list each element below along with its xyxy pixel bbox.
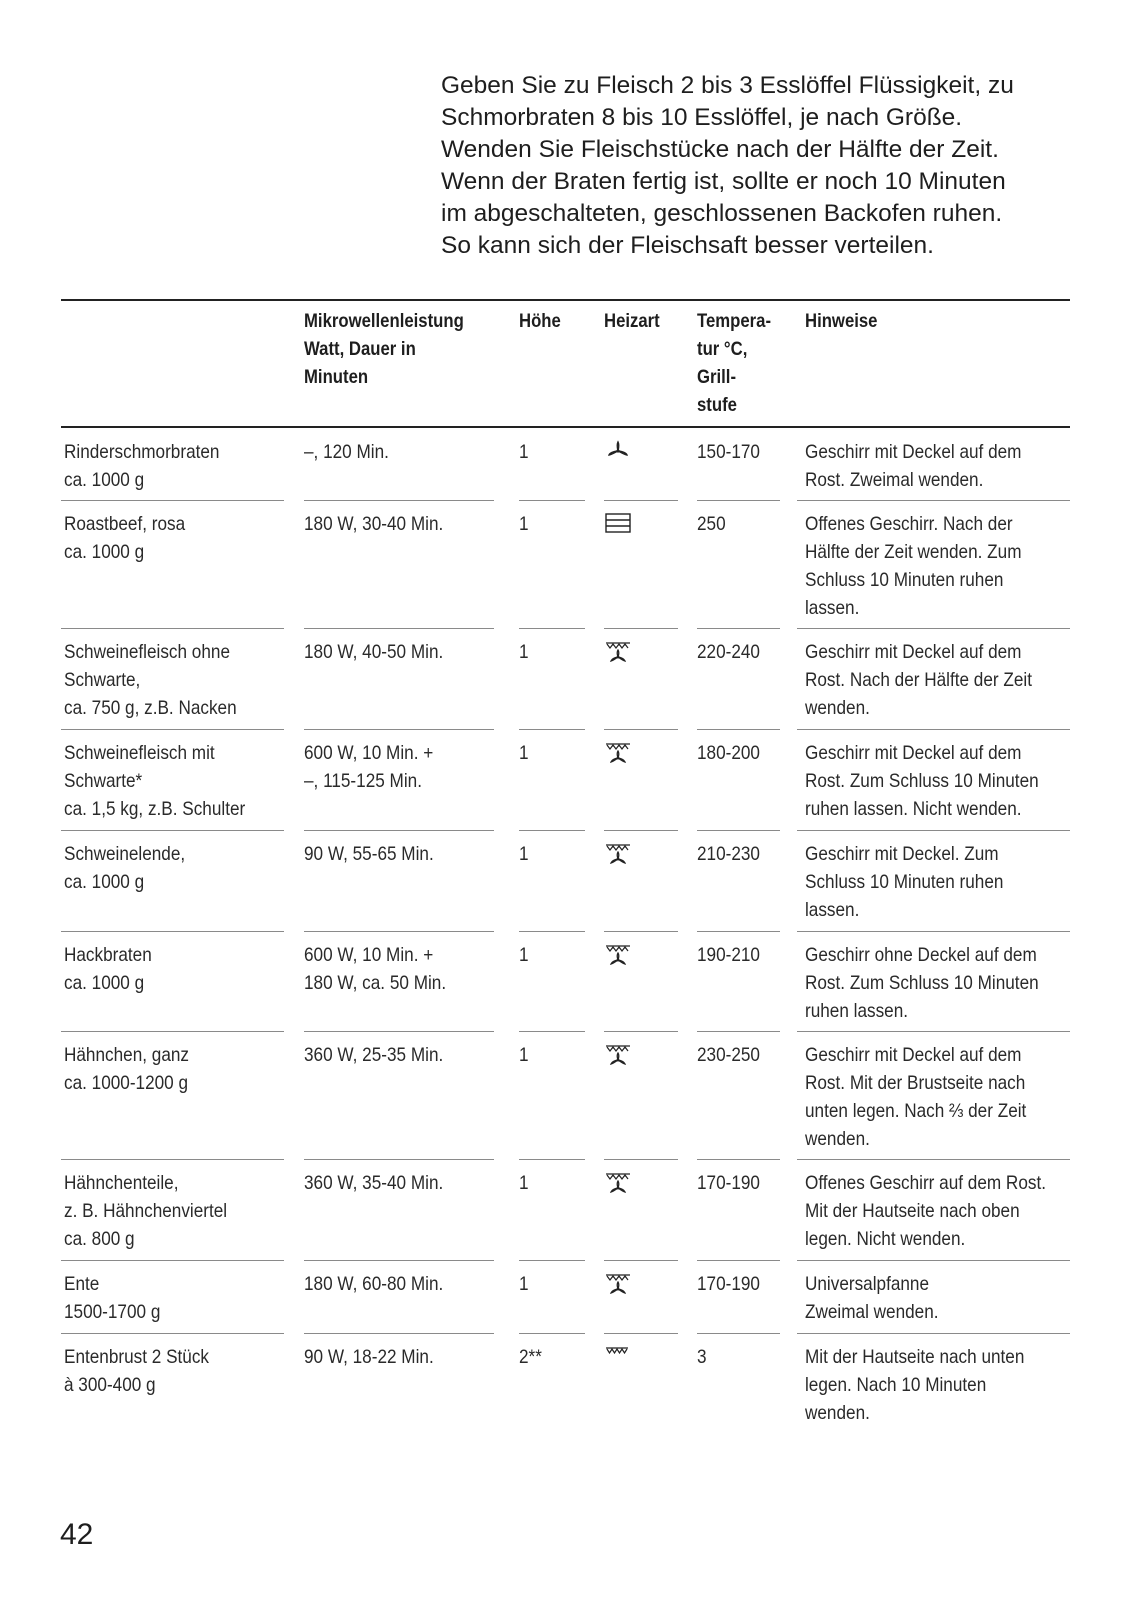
cell-notes — [805, 1041, 1026, 1153]
cell-power-line: 180 W, 60-80 Min. — [304, 1273, 444, 1295]
row-divider — [797, 1159, 1070, 1160]
header-level: Höhe — [519, 311, 561, 332]
cell-notes — [805, 941, 1039, 1025]
cell-dish-line: Schweinefleisch mit — [64, 742, 215, 764]
row-divider — [304, 1333, 494, 1334]
cell-level — [519, 638, 529, 666]
cell-notes-line: wenden. — [805, 697, 870, 719]
row-divider — [604, 1031, 678, 1032]
cell-temp-line: 3 — [697, 1346, 707, 1368]
cell-notes — [805, 638, 1032, 722]
cell-power-line: 90 W, 55-65 Min. — [304, 843, 434, 865]
cell-notes — [805, 1270, 939, 1326]
row-divider — [519, 500, 585, 501]
cell-notes-line: Rost. Zum Schluss 10 Minuten — [805, 972, 1039, 994]
row-divider — [604, 830, 678, 831]
cell-level — [519, 1169, 529, 1197]
cell-power — [304, 638, 443, 666]
cell-power-line: –, 120 Min. — [304, 441, 389, 463]
cell-notes-line: ruhen lassen. — [805, 1000, 909, 1022]
intro-line: Wenn der Braten fertig ist, sollte er noch 10 Minuten — [441, 168, 1006, 195]
cell-power — [304, 1343, 434, 1371]
intro-line: Geben Sie zu Fleisch 2 bis 3 Esslöffel Flüssigkeit, zu — [441, 72, 1014, 99]
header-temp: Tempera- tur °C, Grill- stufe — [697, 311, 772, 416]
cell-temp — [697, 941, 760, 969]
header-heat: Heizart — [604, 311, 660, 332]
cell-dish-line: ca. 800 g — [64, 1228, 135, 1250]
cell-level — [519, 1343, 542, 1371]
cell-notes-line: legen. Nach 10 Minuten — [805, 1374, 987, 1396]
header-power: Mikrowellenleistung Watt, Dauer in Minuten — [304, 311, 464, 388]
row-divider — [519, 1031, 585, 1032]
row-divider — [304, 931, 494, 932]
intro-line: Schmorbraten 8 bis 10 Esslöffel, je nach Größe. — [441, 104, 963, 131]
row-divider — [797, 500, 1070, 501]
cell-dish-line: z. B. Hähnchenviertel — [64, 1200, 228, 1222]
intro-line: So kann sich der Fleischsaft besser verteilen. — [441, 232, 934, 259]
cell-temp-line: 170-190 — [697, 1273, 760, 1295]
cell-dish — [64, 638, 237, 722]
row-divider — [519, 1333, 585, 1334]
cell-temp — [697, 739, 760, 767]
cell-dish — [64, 1343, 209, 1399]
cell-level-line: 1 — [519, 742, 529, 764]
cell-notes-line: Offenes Geschirr. Nach der — [805, 513, 1013, 535]
cell-notes-line: lassen. — [805, 597, 860, 619]
row-divider — [797, 1260, 1070, 1261]
cell-dish-line: Schwarte, — [64, 669, 141, 691]
cell-power — [304, 1270, 443, 1298]
cell-dish-line: ca. 1000-1200 g — [64, 1072, 189, 1094]
cell-notes-line: Rost. Mit der Brustseite nach — [805, 1072, 1026, 1094]
cell-power-line: –, 115-125 Min. — [304, 770, 422, 792]
cell-temp — [697, 1041, 760, 1069]
cell-power-line: 90 W, 18-22 Min. — [304, 1346, 434, 1368]
row-divider — [519, 729, 585, 730]
cell-notes-line: Mit der Hautseite nach unten — [805, 1346, 1025, 1368]
row-divider — [61, 1159, 284, 1160]
cell-level — [519, 438, 529, 466]
cell-notes-line: wenden. — [805, 1128, 870, 1150]
cell-notes-line: Universalpfanne — [805, 1273, 930, 1295]
row-divider — [697, 729, 780, 730]
cell-notes-line: Rost. Zweimal wenden. — [805, 469, 984, 491]
row-divider — [604, 628, 678, 629]
cell-notes — [805, 510, 1022, 622]
cell-power — [304, 739, 433, 795]
row-divider — [697, 1260, 780, 1261]
cell-dish-line: Hähnchen, ganz — [64, 1044, 189, 1066]
row-divider — [304, 1159, 494, 1160]
cell-level-line: 1 — [519, 1044, 529, 1066]
cell-notes-line: Mit der Hautseite nach oben — [805, 1200, 1020, 1222]
cell-notes-line: unten legen. Nach ⅔ der Zeit — [805, 1100, 1027, 1122]
row-divider — [604, 931, 678, 932]
cell-notes-line: Geschirr mit Deckel auf dem — [805, 641, 1022, 663]
row-divider — [797, 931, 1070, 932]
intro-text — [441, 70, 1081, 262]
cell-dish-line: ca. 1000 g — [64, 541, 145, 563]
row-divider — [304, 1031, 494, 1032]
row-divider — [697, 1031, 780, 1032]
top-bottom-heat-icon — [604, 512, 634, 538]
cell-temp-line: 210-230 — [697, 843, 760, 865]
cell-level-line: 1 — [519, 944, 529, 966]
cell-level — [519, 941, 529, 969]
table-header-rule — [61, 426, 1070, 428]
intro-line: im abgeschalteten, geschlossenen Backofen ruhen. — [441, 200, 1003, 227]
row-divider — [519, 1260, 585, 1261]
row-divider — [519, 830, 585, 831]
cell-dish — [64, 840, 185, 896]
row-divider — [61, 729, 284, 730]
cell-dish — [64, 1270, 160, 1326]
cell-level-line: 1 — [519, 641, 529, 663]
cell-dish-line: Schwarte* — [64, 770, 143, 792]
cell-notes-line: Geschirr mit Deckel auf dem — [805, 1044, 1022, 1066]
cell-temp-line: 230-250 — [697, 1044, 760, 1066]
intro-line: Wenden Sie Fleischstücke nach der Hälfte der Zeit. — [441, 136, 999, 163]
cell-notes-line: Offenes Geschirr auf dem Rost. — [805, 1172, 1046, 1194]
row-divider — [519, 1159, 585, 1160]
cell-notes-line: Schluss 10 Minuten ruhen — [805, 569, 1004, 591]
circulated-grill-icon — [604, 1171, 634, 1197]
cell-notes-line: Geschirr ohne Deckel auf dem — [805, 944, 1037, 966]
row-divider — [61, 1333, 284, 1334]
fan-heat-icon — [604, 440, 634, 466]
cell-level — [519, 739, 529, 767]
cell-power — [304, 840, 434, 868]
cell-notes-line: Rost. Zum Schluss 10 Minuten — [805, 770, 1039, 792]
grill-icon — [604, 1345, 634, 1371]
cell-level-line: 1 — [519, 513, 529, 535]
cell-notes-line: Rost. Nach der Hälfte der Zeit — [805, 669, 1032, 691]
cell-power-line: 600 W, 10 Min. + — [304, 742, 434, 764]
cell-temp — [697, 510, 726, 538]
row-divider — [304, 1260, 494, 1261]
cell-dish-line: Entenbrust 2 Stück — [64, 1346, 209, 1368]
cell-dish-line: Hackbraten — [64, 944, 152, 966]
cell-temp — [697, 1169, 760, 1197]
cell-notes-line: Geschirr mit Deckel auf dem — [805, 441, 1022, 463]
cell-notes-line: Geschirr mit Deckel. Zum — [805, 843, 999, 865]
cell-temp — [697, 840, 760, 868]
cell-dish-line: ca. 750 g, z.B. Nacken — [64, 697, 237, 719]
row-divider — [61, 500, 284, 501]
cell-notes-line: Hälfte der Zeit wenden. Zum — [805, 541, 1022, 563]
cell-dish-line: Schweinelende, — [64, 843, 186, 865]
cell-dish — [64, 438, 219, 494]
row-divider — [697, 1333, 780, 1334]
cell-dish — [64, 1041, 189, 1097]
cell-notes-line: Zweimal wenden. — [805, 1301, 939, 1323]
cell-level — [519, 1041, 529, 1069]
row-divider — [797, 1031, 1070, 1032]
cell-power — [304, 1169, 443, 1197]
row-divider — [61, 830, 284, 831]
row-divider — [61, 1031, 284, 1032]
cell-power-line: 180 W, 30-40 Min. — [304, 513, 444, 535]
cell-temp-line: 170-190 — [697, 1172, 760, 1194]
cell-temp-line: 180-200 — [697, 742, 760, 764]
row-divider — [304, 628, 494, 629]
circulated-grill-icon — [604, 741, 634, 767]
row-divider — [797, 1333, 1070, 1334]
cell-dish-line: Rinderschmorbraten — [64, 441, 220, 463]
row-divider — [697, 628, 780, 629]
cell-level — [519, 840, 529, 868]
cell-power — [304, 438, 389, 466]
page-number: 42 — [60, 1518, 94, 1551]
cell-power — [304, 1041, 443, 1069]
cell-dish-line: ca. 1000 g — [64, 871, 145, 893]
row-divider — [61, 931, 284, 932]
cell-level-line: 1 — [519, 843, 529, 865]
cell-temp — [697, 438, 760, 466]
cell-dish — [64, 1169, 227, 1253]
cell-level — [519, 510, 529, 538]
cell-power-line: 180 W, 40-50 Min. — [304, 641, 444, 663]
cell-temp-line: 150-170 — [697, 441, 760, 463]
row-divider — [697, 1159, 780, 1160]
cell-dish-line: Roastbeef, rosa — [64, 513, 186, 535]
row-divider — [304, 830, 494, 831]
cell-dish-line: Ente — [64, 1273, 100, 1295]
cell-dish-line: ca. 1000 g — [64, 469, 145, 491]
row-divider — [697, 830, 780, 831]
cell-notes — [805, 739, 1039, 823]
cell-notes-line: wenden. — [805, 1402, 870, 1424]
cell-power — [304, 941, 446, 997]
row-divider — [604, 1333, 678, 1334]
cell-notes — [805, 840, 1003, 924]
cell-dish — [64, 739, 245, 823]
cell-dish — [64, 941, 152, 997]
cell-level-line: 1 — [519, 441, 529, 463]
row-divider — [797, 830, 1070, 831]
circulated-grill-icon — [604, 1272, 634, 1298]
row-divider — [604, 729, 678, 730]
cell-temp-line: 190-210 — [697, 944, 760, 966]
row-divider — [519, 931, 585, 932]
cell-dish — [64, 510, 185, 566]
cell-notes-line: lassen. — [805, 899, 860, 921]
cell-dish-line: 1500-1700 g — [64, 1301, 161, 1323]
circulated-grill-icon — [604, 1043, 634, 1069]
row-divider — [797, 628, 1070, 629]
cell-temp-line: 220-240 — [697, 641, 760, 663]
cell-dish-line: ca. 1,5 kg, z.B. Schulter — [64, 798, 246, 820]
row-divider — [604, 1260, 678, 1261]
circulated-grill-icon — [604, 842, 634, 868]
cell-dish-line: à 300-400 g — [64, 1374, 156, 1396]
cell-notes-line: ruhen lassen. Nicht wenden. — [805, 798, 1022, 820]
row-divider — [519, 628, 585, 629]
cell-power-line: 600 W, 10 Min. + — [304, 944, 434, 966]
row-divider — [697, 500, 780, 501]
cell-notes — [805, 438, 1021, 494]
cell-notes-line: Geschirr mit Deckel auf dem — [805, 742, 1022, 764]
cell-notes-line: Schluss 10 Minuten ruhen — [805, 871, 1004, 893]
row-divider — [797, 729, 1070, 730]
cell-power-line: 180 W, ca. 50 Min. — [304, 972, 447, 994]
cell-notes-line: legen. Nicht wenden. — [805, 1228, 966, 1250]
cell-notes — [805, 1169, 1046, 1253]
cell-power — [304, 510, 443, 538]
cell-temp — [697, 638, 760, 666]
cell-dish-line: Schweinefleisch ohne — [64, 641, 230, 663]
cell-temp — [697, 1270, 760, 1298]
cell-power-line: 360 W, 25-35 Min. — [304, 1044, 444, 1066]
circulated-grill-icon — [604, 943, 634, 969]
cell-level-line: 1 — [519, 1172, 529, 1194]
row-divider — [304, 729, 494, 730]
cell-dish-line: ca. 1000 g — [64, 972, 145, 994]
cell-power-line: 360 W, 35-40 Min. — [304, 1172, 444, 1194]
cell-notes — [805, 1343, 1024, 1427]
cell-level — [519, 1270, 529, 1298]
circulated-grill-icon — [604, 640, 634, 666]
table-top-rule — [61, 299, 1070, 301]
row-divider — [304, 500, 494, 501]
cell-dish-line: Hähnchenteile, — [64, 1172, 179, 1194]
cell-temp — [697, 1343, 707, 1371]
cell-temp-line: 250 — [697, 513, 726, 535]
cell-level-line: 1 — [519, 1273, 529, 1295]
row-divider — [697, 931, 780, 932]
row-divider — [61, 628, 284, 629]
row-divider — [604, 1159, 678, 1160]
row-divider — [61, 1260, 284, 1261]
row-divider — [604, 500, 678, 501]
header-notes: Hinweise — [805, 311, 878, 332]
cell-level-line: 2** — [519, 1346, 542, 1368]
